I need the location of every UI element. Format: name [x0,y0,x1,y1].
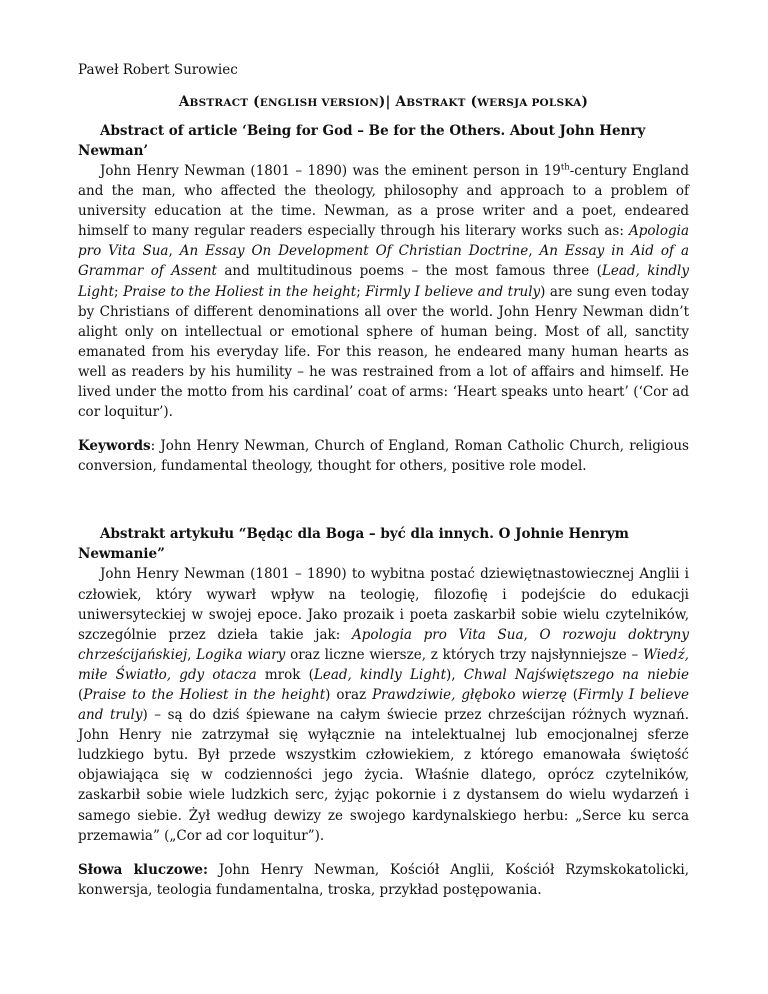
polish-abstract-body: John Henry Newman (1801 – 1890) to wybitna postać dziewiętnastowiecznej Anglii i człowiek, który wywarł wpływ na teologię, filozofię i podejście do edukacji uniwersyteckiej w swojej epoce. Jako prozaik i poeta zaskarbił sobie wielu czytelników, szczególnie przez dzieła takie jak: Apologia pro Vita Sua, O rozwoju doktryny chrześcijańskiej, Logika wiary oraz liczne wiersze, z których trzy najsłynniejsze – Wiedź, miłe Światło, gdy otacza mrok (Lead, kindly Light), Chwal Najświętszego na niebie (Praise to the Holiest in the height) oraz Prawdziwie, głęboko wierzę (Firmly I believe and truly) – są do dziś śpiewane na całym świecie przez chrześcijan różnych wyznań. John Henry nie zatrzymał się wyłącznie na intelektualnej lub emocjonalnej sferze ludzkiego bytu. Był przede wszystkim człowiekiem, z którego emanowała świętość objawiająca się w codzienności jego życia. Właśnie dlatego, oprócz czytelników, zaskarbił sobie wiele ludzkich serc, żyjąc pokornie i z dystansem do wielu wydarzeń i samego siebie. Żył według dewizy ze swojego kardynalskiego herbu: „Serce ku serca przemawia” („Cor ad cor loquitur”). [78,566,690,844]
author-name: Paweł Robert Surowiec [78,62,238,78]
polish-abstract-title: Abstrakt artykułu “Będąc dla Boga – być dla innych. O Johnie Henrym Newmanie” [78,526,629,563]
english-abstract-title: Abstract of article ‘Being for God – Be for the Others. About John Henry Newman’ [78,123,646,159]
document-page [78,60,689,900]
spacer [78,476,689,516]
section-heading: ABSTRACT (ENGLISH VERSION)| ABSTRAKT (WERSJA POLSKA) [178,94,589,110]
english-abstract-body: John Henry Newman (1801 – 1890) was the eminent person in 19th-century England and the man, who affected the theology, philosophy and approach to a problem of university education at the time. Newman, as a prose writer and a poet, endeared himself to many regular readers especially through his literary works such as: Apologia pro Vita Sua, An Essay On Development Of Christian Doctrine, An Essay in Aid of a Grammar of Assent and multitudinous poems – the most famous three (Lead, kindly Light; Praise to the Holiest in the height; Firmly I believe and truly) are sung even today by Christians of different denominations all over the world. John Henry Newman didn’t alight only on intellectual or emotional sphere of human being. Most of all, sanctity emanated from his everyday life. For this reason, he endeared many human hearts as well as readers by his humility – he was restrained from a lot of affairs and himself. He lived under the motto from his cardinal’ coat of arms: ‘Heart speaks unto heart’ (‘Cor ad cor loquitur’). [78,162,689,421]
polish-keywords: Słowa kluczowe: John Henry Newman, Kościół Anglii, Kościół Rzymskokatolicki, konwersja, teologia fundamentalna, troska, przykład postępowania. [78,861,689,898]
english-keywords: Keywords: John Henry Newman, Church of England, Roman Catholic Church, religious conversion, fundamental theology, thought for others, positive role model. [78,438,689,475]
